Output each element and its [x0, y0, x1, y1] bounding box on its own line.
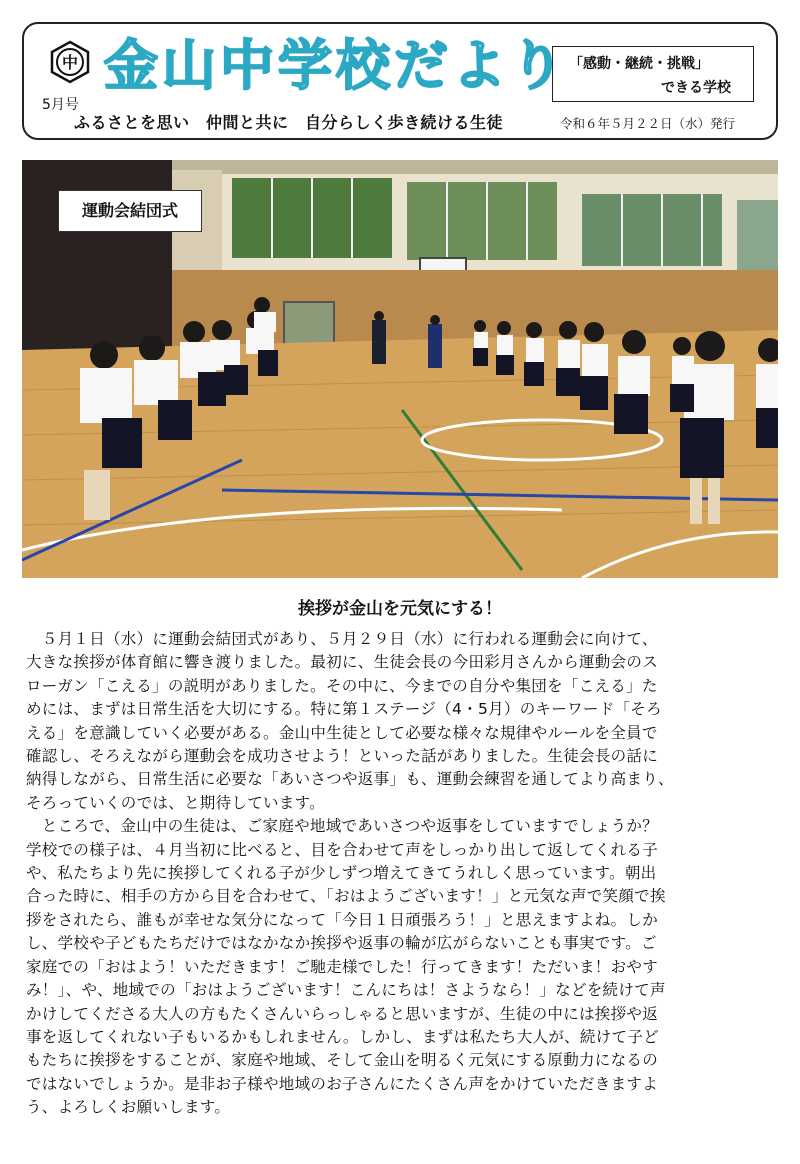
article-line: 家庭での「おはよう！いただきます！ご馳走様でした！行ってきます！ただいま！おやす [26, 957, 659, 976]
article-line: ローガン「こえる」の説明がありました。その中に、今までの自分や集団を「こえる」た [26, 676, 658, 695]
article-line: ５月１日（水）に運動会結団式があり、５月２９日（水）に行われる運動会に向けて、 [26, 630, 658, 648]
article-line: 学校での様子は、４月当初に比べると、目を合わせて声をしっかり出して返してくれる子 [26, 840, 659, 859]
slogan-line-1: 「感動・継続・挑戦」 [569, 56, 709, 72]
article-line: 事を返してくれない子もいるかもしれません。しかし、まずは私たち大人が、続けて子ど [26, 1027, 659, 1046]
article-line: える」を意識していく必要がある。金山中生徒として必要な様々な規律やルールを全員で [26, 723, 658, 742]
article-line: 拶をされたら、誰もが幸せな気分になって「今日１日頑張ろう！」と思えますよね。しか [26, 910, 659, 929]
article-line: う、よろしくお願いします。 [26, 1098, 231, 1117]
newsletter-header [22, 22, 778, 140]
photo-caption-label: 運動会結団式 [58, 190, 202, 232]
newsletter-title: 金山中学校だより [104, 34, 568, 97]
article-line: 納得しながら、日常生活に必要な「あいさつや返事」も、運動会練習を通してより高まり、 [26, 770, 674, 789]
article-line: ではないでしょうか。是非お子様や地域のお子さんにたくさん声をかけていただきますよ [26, 1074, 659, 1093]
emblem-char: 中 [61, 53, 79, 72]
issue-month: 5月号 [42, 97, 79, 113]
slogan-line-2: できる学校 [661, 80, 731, 96]
school-slogan [552, 46, 754, 102]
article-line: 合った時に、相手の方から目を合わせて、「おはようございます！」と元気な声で笑顔で挨 [26, 887, 666, 906]
article-line: もたちに挨拶をすることが、家庭や地域、そして金山を明るく元気にする原動力になるの [26, 1051, 659, 1070]
article-body [26, 628, 786, 1120]
article-line: 確認し、そろえながら運動会を成功させよう！といった話がありました。生徒会長の話に [26, 747, 659, 766]
article-line: ところで、金山中の生徒は、ご家庭や地域であいさつや返事をしていますでしょうか？ [26, 817, 659, 836]
article-headline: 挨拶が金山を元気にする！ [298, 599, 502, 619]
article-line: そろっていくのでは、と期待しています。 [26, 793, 325, 812]
issue-date: 令和６年５月２２日（水）発行 [560, 116, 736, 131]
article-line: み！」、や、地域での「おはようございます！こんにちは！さようなら！」などを続けて声 [26, 981, 666, 1000]
article-line: かけしてくださる大人の方もたくさんいらっしゃると思いますが、生徒の中には挨拶や返 [26, 1004, 659, 1023]
article-line: 大きな挨拶が体育館に響き渡りました。最初に、生徒会長の今田彩月さんから運動会のス [26, 653, 659, 672]
school-emblem-icon [48, 40, 92, 84]
article-line: めには、まずは日常生活を大切にする。特に第１ステージ（4・5月）のキーワード「そろ [26, 700, 662, 719]
school-motto: ふるさとを思い 仲間と共に 自分らしく歩き続ける生徒 [74, 113, 504, 132]
article-line: や、私たちより先に挨拶してくれる子が少しずつ増えてきてうれしく思っています。朝出 [26, 864, 657, 883]
article-line: し、学校や子どもたちだけではなかなか挨拶や返事の輪が広がらないことも事実です。ご [26, 934, 657, 953]
